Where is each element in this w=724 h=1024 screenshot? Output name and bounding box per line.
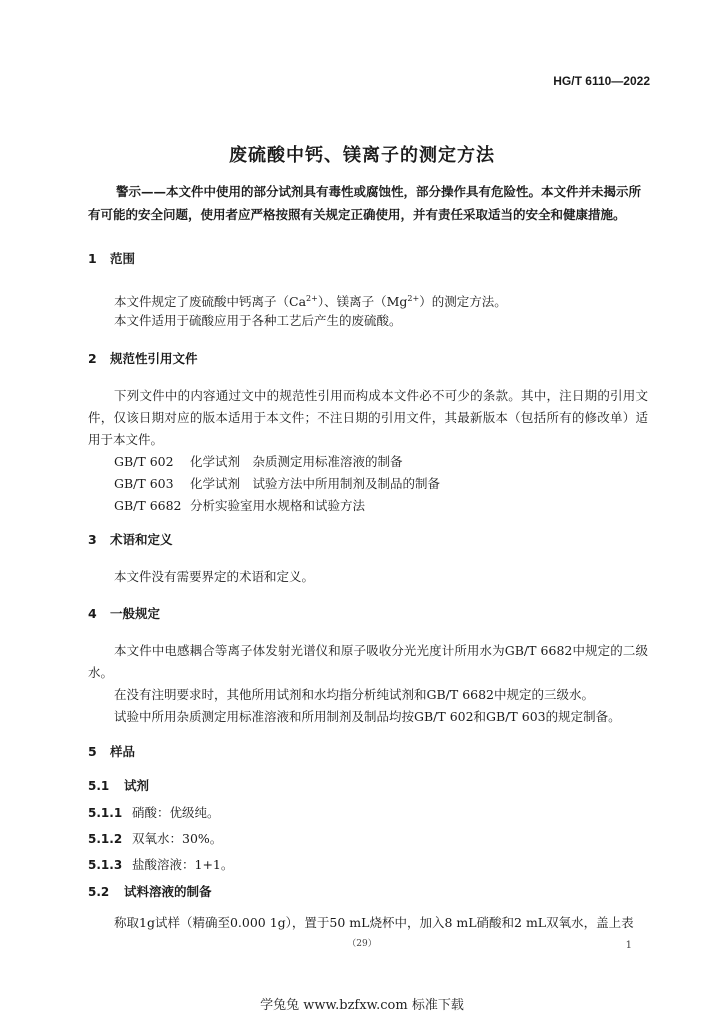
item-number: 5.1.3 <box>88 858 123 872</box>
section-number: 5 <box>88 744 97 759</box>
subsection-title: 试剂 <box>124 778 150 793</box>
standard-number: HG/T 6110—2022 <box>553 74 650 88</box>
scope-line-2: 本文件适用于硫酸应用于各种工艺后产生的废硫酸。 <box>114 313 402 328</box>
reagent-item <box>88 855 233 873</box>
subsection-5-1-heading <box>88 776 149 794</box>
item-number: 5.1.2 <box>88 832 123 846</box>
section-title: 规范性引用文件 <box>110 351 198 366</box>
section-title: 范围 <box>110 251 136 266</box>
reference-title: 化学试剂 试验方法中所用制剂及制品的制备 <box>190 476 441 491</box>
reference-code: GB/T 6682 <box>114 498 182 513</box>
subsection-5-2-heading <box>88 882 212 900</box>
page-number: 1 <box>625 940 632 951</box>
section-number: 4 <box>88 606 97 621</box>
subsection-number: 5.1 <box>88 779 110 793</box>
reference-title: 化学试剂 杂质测定用标准溶液的制备 <box>190 454 403 469</box>
text-fragment: ）的测定方法。 <box>419 294 507 310</box>
reference-code: GB/T 602 <box>114 454 174 469</box>
section-title: 一般规定 <box>110 606 161 621</box>
section-number: 1 <box>88 251 97 266</box>
reference-item <box>114 495 365 517</box>
page-number-center: （29） <box>347 939 377 949</box>
section-title: 术语和定义 <box>110 532 173 547</box>
item-text: 双氧水：30%。 <box>132 831 223 846</box>
terms-text: 本文件没有需要界定的术语和定义。 <box>114 569 315 584</box>
references-intro: 下列文件中的内容通过文中的规范性引用而构成本文件必不可少的条款。其中，注日期的引用文件，仅该日期对应的版本适用于本文件；不注日期的引用文件，其最新版本（包括所有的修改单）适用于本文件。 <box>88 388 648 447</box>
general-rule-1: 本文件中电感耦合等离子体发射光谱仪和原子吸收分光光度计所用水为GB/T 6682中规定的二级水。 <box>88 643 648 680</box>
section-2-heading <box>88 349 198 367</box>
superscript: 2+ <box>407 294 420 303</box>
item-text: 盐酸溶液：1+1。 <box>132 857 234 872</box>
reference-title: 分析实验室用水规格和试验方法 <box>190 498 366 513</box>
watermark-text: 学兔兔 www.bzfxw.com 标准下载 <box>260 998 464 1013</box>
sample-prep-text: 称取1g试样（精确至0.000 1g），置于50 mL烧杯中，加入8 mL硝酸和2 mL双氧水，盖上表 <box>114 915 634 930</box>
section-1-heading <box>88 249 135 267</box>
text-fragment: 本文件规定了废硫酸中钙离子（Ca <box>114 294 307 310</box>
reagent-item <box>88 803 220 821</box>
item-text: 硝酸：优级纯。 <box>132 805 220 820</box>
subsection-title: 试料溶液的制备 <box>124 884 212 899</box>
reference-item <box>114 473 440 495</box>
section-3-heading <box>88 530 173 548</box>
text-fragment: ）、镁离子（Mg <box>317 294 408 310</box>
safety-warning: 警示——本文件中使用的部分试剂具有毒性或腐蚀性，部分操作具有危险性。本文件并未揭示所有可能的安全问题，使用者应严格按照有关规定正确使用，并有责任采取适当的安全和健康措施。 <box>88 184 642 222</box>
document-title: 废硫酸中钙、镁离子的测定方法 <box>229 145 495 166</box>
section-number: 2 <box>88 351 97 366</box>
reference-item <box>114 451 403 473</box>
reagent-item <box>88 829 222 847</box>
section-4-heading <box>88 604 160 622</box>
superscript: 2+ <box>306 294 318 303</box>
item-number: 5.1.1 <box>88 806 123 820</box>
general-rule-3: 试验中所用杂质测定用标准溶液和所用制剂及制品均按GB/T 602和GB/T 603的规定制备。 <box>114 709 621 724</box>
reference-code: GB/T 603 <box>114 476 174 491</box>
section-title: 样品 <box>110 744 136 759</box>
subsection-number: 5.2 <box>88 885 110 899</box>
section-5-heading <box>88 742 135 760</box>
section-number: 3 <box>88 532 97 547</box>
general-rule-2: 在没有注明要求时，其他所用试剂和水均指分析纯试剂和GB/T 6682中规定的三级水。 <box>114 687 595 702</box>
